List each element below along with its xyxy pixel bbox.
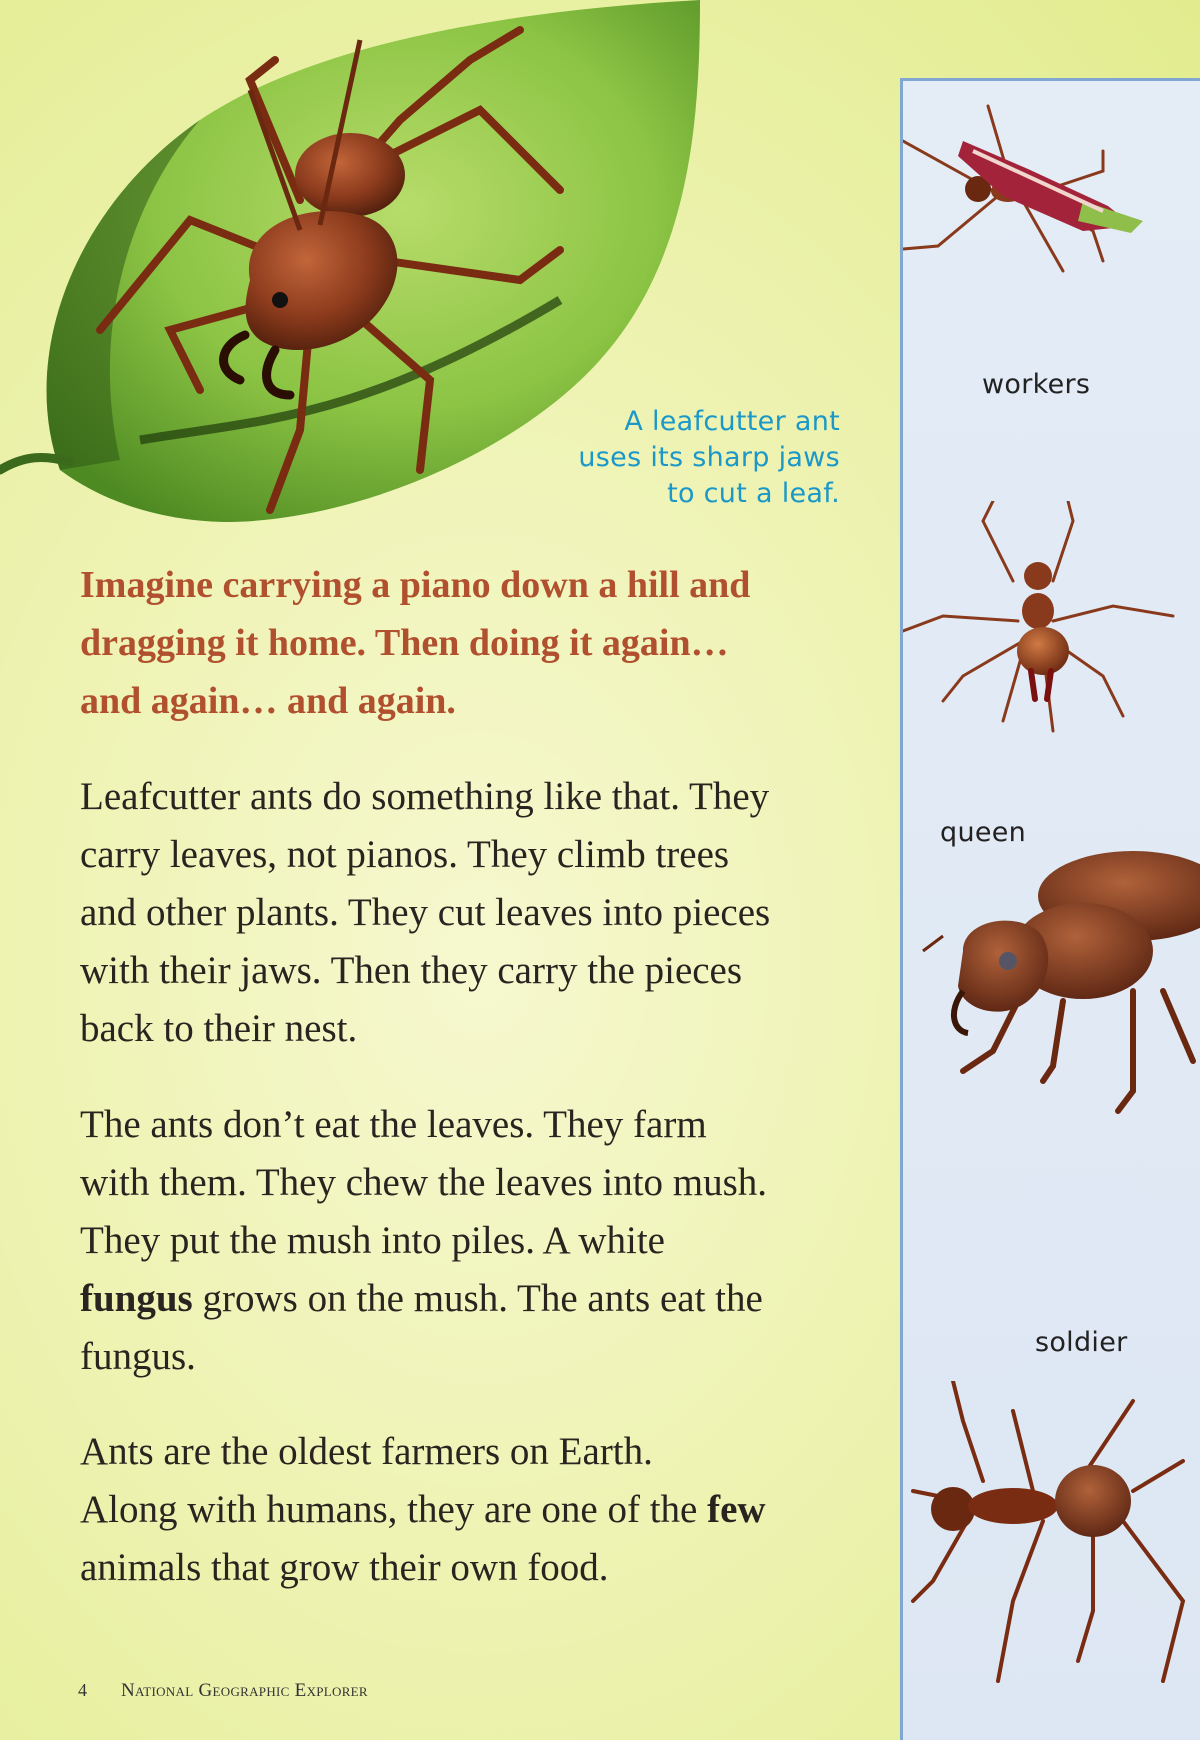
caption-line: A leafcutter ant (624, 406, 840, 437)
page-number: 4 (78, 1680, 87, 1700)
paragraph-line: The ants don’t eat the leaves. They farm (80, 1103, 707, 1146)
body-paragraph-2 (80, 1096, 880, 1386)
paragraph-line (80, 1270, 880, 1328)
paragraph-line: with their jaws. Then they carry the pieces (80, 949, 743, 992)
label-workers: workers (982, 369, 1091, 400)
intro-text (80, 556, 880, 730)
paragraph-line: They put the mush into piles. A white (80, 1219, 665, 1262)
glossary-term-few: few (707, 1488, 766, 1531)
ant-castes-sidebar (900, 78, 1200, 1740)
paragraph-line-start: Along with humans, they are one of the (80, 1488, 708, 1531)
label-soldier: soldier (1035, 1327, 1128, 1358)
paragraph-line (80, 1481, 880, 1539)
paragraph-line: and other plants. They cut leaves into pieces (80, 891, 771, 934)
intro-line: dragging it home. Then doing it again… (80, 622, 729, 664)
photo-caption (520, 404, 840, 512)
paragraph-line-rest: grows on the mush. The ants eat the (192, 1277, 763, 1320)
paragraph-line: Leafcutter ants do something like that. They (80, 775, 770, 818)
page-footer (78, 1680, 368, 1702)
small-worker-ant-image (903, 501, 1200, 751)
paragraph-line: back to their nest. (80, 1007, 358, 1050)
paragraph-line: with them. They chew the leaves into mush. (80, 1161, 768, 1204)
soldier-ant-image (903, 1381, 1200, 1731)
intro-line: Imagine carrying a piano down a hill and (80, 564, 751, 606)
worker-ant-carrying-leaf-image (903, 81, 1200, 341)
caption-line: uses its sharp jaws (578, 442, 840, 473)
paragraph-line: Ants are the oldest farmers on Earth. (80, 1430, 653, 1473)
intro-line: and again… and again. (80, 680, 456, 722)
label-queen: queen (940, 817, 1027, 848)
body-paragraph-3 (80, 1423, 880, 1597)
paragraph-line: carry leaves, not pianos. They climb trees (80, 833, 730, 876)
paragraph-line: fungus. (80, 1335, 196, 1378)
publication-name: National Geographic Explorer (121, 1680, 368, 1701)
paragraph-line: animals that grow their own food. (80, 1546, 609, 1589)
queen-ant-image (903, 841, 1200, 1181)
glossary-term-fungus: fungus (80, 1277, 193, 1320)
body-paragraph-1 (80, 768, 880, 1058)
caption-line: to cut a leaf. (667, 478, 840, 509)
